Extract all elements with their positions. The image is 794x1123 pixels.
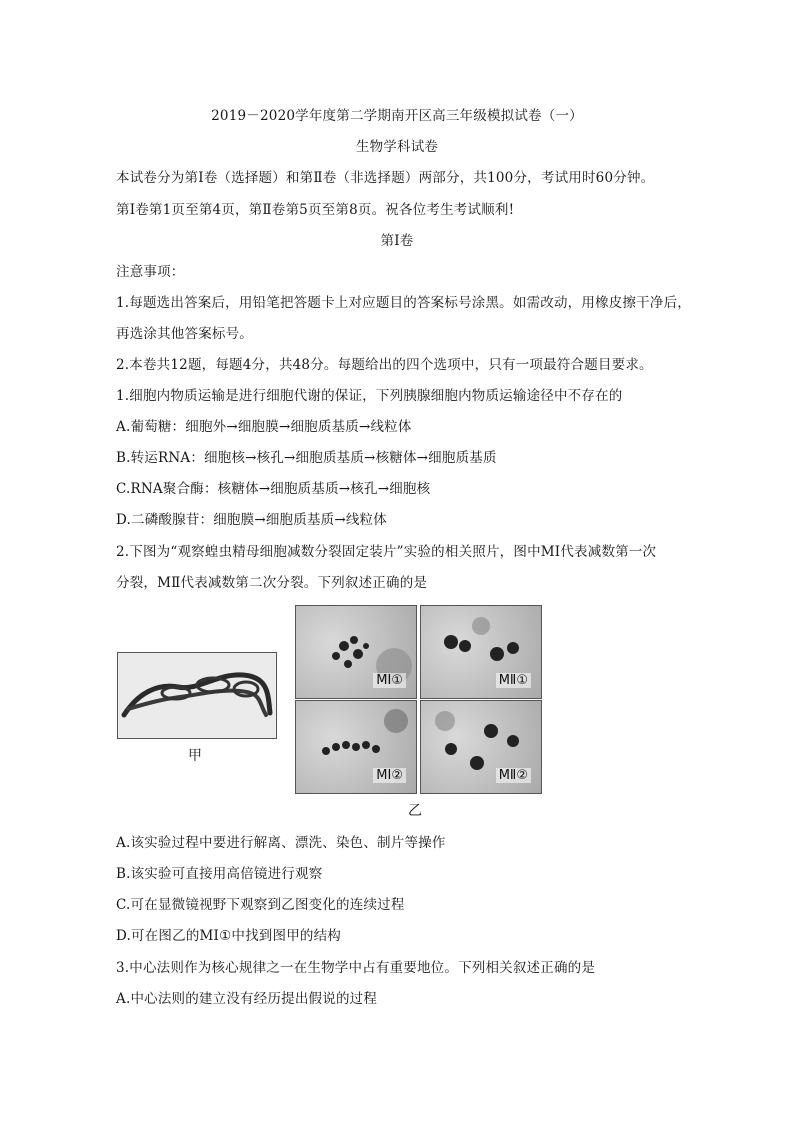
intro-line-2: 第Ⅰ卷第1页至第4页，第Ⅱ卷第5页至第8页。祝各位考生考试顺利!: [116, 202, 515, 218]
q1-option-d: D.二磷酸腺苷：细胞膜→细胞质基质→线粒体: [116, 512, 387, 528]
figure-jia-photo: [117, 652, 277, 739]
notice-line-1: 1.每题选出答案后，用铅笔把答题卡上对应题目的答案标号涂黑。如需改动，用橡皮擦干净后，: [116, 295, 691, 311]
notice-heading: 注意事项：: [116, 264, 185, 280]
q2-option-a: A.该实验过程中要进行解离、漂洗、染色、制片等操作: [116, 835, 446, 851]
figure-jia-label: 甲: [188, 748, 202, 764]
q1-stem: 1.细胞内物质运输是进行细胞代谢的保证，下列胰腺细胞内物质运输途径中不存在的: [116, 388, 623, 404]
figure-yi-panel-m2-1: [420, 605, 542, 699]
q1-option-a: A.葡萄糖：细胞外→细胞膜→细胞质基质→线粒体: [116, 419, 412, 435]
q2-option-b: B.该实验可直接用高倍镜进行观察: [116, 866, 323, 882]
q1-option-b: B.转运RNA：细胞核→核孔→细胞质基质→核糖体→细胞质基质: [116, 450, 497, 466]
panel-label-m2-1: MⅡ①: [496, 673, 531, 688]
figure-yi-panel-m1-2: [295, 700, 417, 794]
figure-yi-panel-m2-2: [420, 700, 542, 794]
exam-title: 2019－2020学年度第二学期南开区高三年级模拟试卷（一）: [211, 108, 583, 124]
q1-option-c: C.RNA聚合酶：核糖体→细胞质基质→核孔→细胞核: [116, 481, 431, 497]
q3-stem: 3.中心法则作为核心规律之一在生物学中占有重要地位。下列相关叙述正确的是: [116, 960, 596, 976]
panel-label-m1-1: MⅠ①: [373, 673, 406, 688]
panel-label-m1-2: MⅠ②: [373, 768, 406, 783]
q2-option-d: D.可在图乙的MⅠ①中找到图甲的结构: [116, 928, 341, 944]
q2-stem-line-2: 分裂，MⅡ代表减数第二次分裂。下列叙述正确的是: [116, 575, 428, 591]
figure-yi-panel-m1-1: [295, 605, 417, 699]
section-title: 第Ⅰ卷: [380, 233, 414, 249]
q3-option-a: A.中心法则的建立没有经历提出假说的过程: [116, 991, 378, 1007]
exam-subtitle: 生物学科试卷: [355, 139, 439, 155]
figure-yi-label: 乙: [408, 803, 422, 819]
intro-line-1: 本试卷分为第Ⅰ卷（选择题）和第Ⅱ卷（非选择题）两部分，共100分，考试用时60分钟。: [116, 170, 655, 186]
panel-label-m2-2: MⅡ②: [496, 768, 531, 783]
notice-line-3: 2.本卷共12题，每题4分，共48分。每题给出的四个选项中，只有一项最符合题目要求。: [116, 357, 653, 373]
notice-line-2: 再选涂其他答案标号。: [116, 326, 253, 342]
q2-stem-line-1: 2.下图为“观察蝗虫精母细胞减数分裂固定装片”实验的相关照片，图中MⅠ代表减数第一次: [116, 544, 657, 560]
q2-option-c: C.可在显微镜视野下观察到乙图变化的连续过程: [116, 897, 405, 913]
